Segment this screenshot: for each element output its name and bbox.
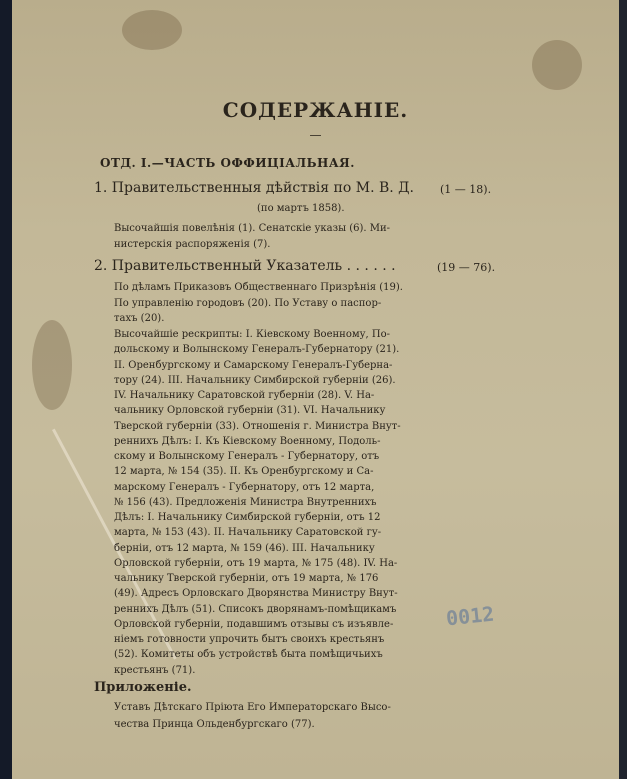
text-line: II. Оренбургскому и Самарскому Генералъ-Губерна- xyxy=(114,359,393,371)
library-stamp: 00​12 xyxy=(444,601,496,631)
page-left-edge xyxy=(0,0,12,779)
document-page xyxy=(12,0,619,779)
page-title: СОДЕРЖАНІЕ. xyxy=(222,98,409,122)
stain xyxy=(32,320,72,410)
text-line: чальнику Тверской губерніи, отъ 19 марта, № 176 xyxy=(114,573,379,584)
text-line: № 156 (43). Предложенія Министра Внутреннихъ xyxy=(114,496,377,508)
toc-item-1: 1. Правительственныя дѣйствія по М. В. Д. xyxy=(94,180,415,196)
text-line: крестьянъ (71). xyxy=(114,664,196,676)
text-line: реннихъ Дѣлъ: I. Къ Кіевскому Военному, Подоль- xyxy=(114,435,381,447)
text-line: Уставъ Дѣтскаго Пріюта Его Императорскаго Высо- xyxy=(114,702,391,713)
text-line: скому и Волынскому Генералъ - Губернатору, отъ xyxy=(114,451,380,462)
text-line: Высочайшіе рескрипты: I. Кіевскому Военному, По- xyxy=(114,329,390,340)
text-line: Орловской губерніи, отъ 19 марта, № 175 (48). IV. На- xyxy=(114,557,398,569)
text-line: чальнику Орловской губерніи (31). VI. Начальнику xyxy=(114,405,386,417)
text-line: тору (24). III. Начальнику Симбирской губерніи (26). xyxy=(114,374,396,386)
page-right-edge xyxy=(619,0,627,779)
stain xyxy=(122,10,182,50)
text-line: (49). Адресъ Орловскаго Дворянства Министру Внут- xyxy=(114,588,398,600)
text-line: нистерскія распоряженія (7). xyxy=(114,238,271,250)
section-heading: ОТД. I.—ЧАСТЬ ОФФИЦІАЛЬНАЯ. xyxy=(100,156,355,170)
text-line: Тверской губерніи (33). Отношенія г. Министра Внут- xyxy=(114,420,401,432)
stain xyxy=(532,40,582,90)
text-line: (52). Комитеты объ устройствѣ быта помѣщичьихъ xyxy=(114,649,383,661)
text-line: марта, № 153 (43). II. Начальнику Саратовской гу- xyxy=(114,527,382,539)
text-line: IV. Начальнику Саратовской губерніи (28). V. На- xyxy=(114,390,375,401)
toc-item-1-pages: (1 — 18). xyxy=(440,183,492,196)
toc-item-2: 2. Правительственный Указатель . . . . . . xyxy=(94,258,396,274)
toc-item-1-sub: (по мартъ 1858). xyxy=(257,203,345,214)
text-line: 12 марта, № 154 (35). II. Къ Оренбургскому и Са- xyxy=(114,466,374,478)
text-line: Дѣлъ: I. Начальнику Симбирской губерніи, отъ 12 xyxy=(114,512,381,523)
text-line: Высочайшія повелѣнія (1). Сенатскіе указы (6). Ми- xyxy=(114,223,391,234)
text-line: чества Принца Ольденбургскаго (77). xyxy=(114,719,315,730)
text-line: ніемъ готовности упрочить бытъ своихъ крестьянъ xyxy=(114,634,385,645)
text-line: дольскому и Волынскому Генералъ-Губернатору (21). xyxy=(114,344,400,356)
text-line: берніи, отъ 12 марта, № 159 (46). III. Начальнику xyxy=(114,542,375,554)
title-dash: — xyxy=(309,128,322,142)
text-line: реннихъ Дѣлъ (51). Списокъ дворянамъ-помѣщикамъ xyxy=(114,603,397,615)
toc-item-2-pages: (19 — 76). xyxy=(437,261,496,274)
text-line: марскому Генералъ - Губернатору, отъ 12 марта, xyxy=(114,481,375,493)
text-line: По дѣламъ Приказовъ Общественнаго Призрѣнія (19). xyxy=(114,282,403,293)
appendix-heading: Приложеніе. xyxy=(94,680,192,695)
text-line: Орловской губерніи, подавшимъ отзывы съ изъявле- xyxy=(114,618,394,630)
text-line: тахъ (20). xyxy=(114,313,165,324)
text-line: По управленію городовъ (20). По Уставу о паспор- xyxy=(114,297,382,309)
